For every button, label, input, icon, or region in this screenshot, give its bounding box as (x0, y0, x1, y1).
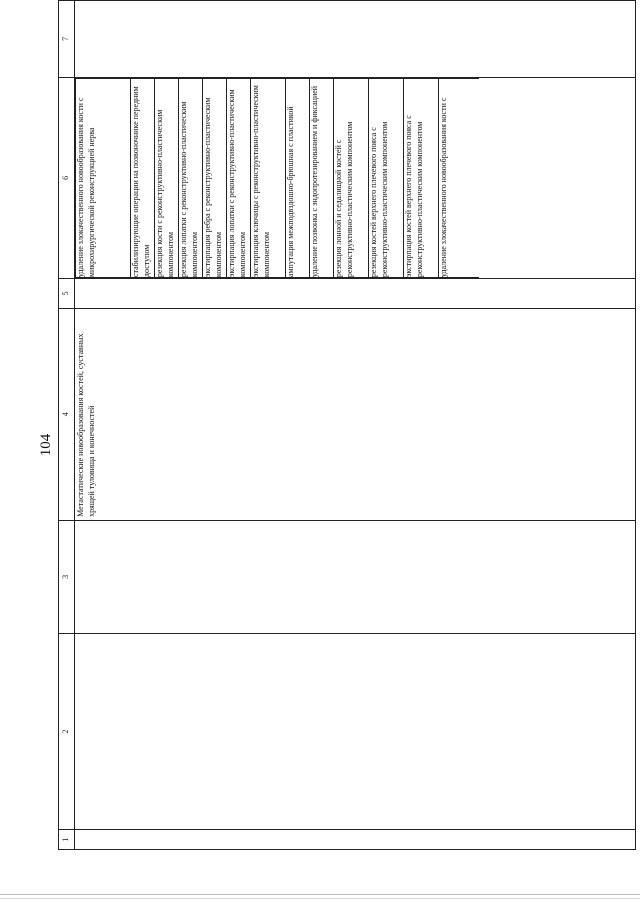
procedures-table (58, 0, 636, 850)
scan-artifact-line (0, 898, 640, 899)
list-item: экстирпация лопатки с реконструктивно-пластическим компонентом (227, 78, 251, 277)
list-item: удаление злокачественного новообразования кости с (439, 78, 480, 277)
list-item: резекция лопатки с реконструктивно-пластическим компонентом (179, 78, 203, 277)
cell-col1 (75, 830, 636, 850)
cell-col5 (75, 279, 636, 309)
column-number: 4 (59, 308, 75, 520)
column-number: 3 (59, 520, 75, 633)
list-item: резекция кости с реконструктивно-пластическим компонентом (155, 78, 179, 277)
cell-col4 (75, 308, 636, 520)
column-number: 7 (59, 1, 75, 78)
list-item: экстирпация ключицы с реконструктивно-пластическим компонентом (251, 78, 286, 277)
cell-col7 (75, 1, 636, 78)
diagnosis-text: Метастатические новообразования костей, суставных хрящей туловища и конечностей (76, 333, 96, 517)
list-item: удаление позвонка с эндопротезированием и фиксацией (310, 78, 334, 277)
cell-col2 (75, 633, 636, 829)
cell-col3 (75, 520, 636, 633)
column-number: 5 (59, 279, 75, 309)
column-number: 1 (59, 830, 75, 850)
list-item: резекция лонной и седалищной костей с реконструктивно-пластическим компонентом (334, 78, 369, 277)
column-number: 2 (59, 633, 75, 829)
list-item: экстирпация костей верхнего плечевого пояса с реконструктивно-пластическим компонентом (404, 78, 439, 277)
cell-col6 (75, 77, 636, 278)
list-item: резекция костей верхнего плечевого пояса с реконструктивно-пластическим компонентом (369, 78, 404, 277)
list-item: удаление злокачественного новообразования кости с микрохирургической реконструкцией нерва (76, 78, 131, 277)
page-number: 104 (38, 433, 54, 457)
list-item: ампутация межподвздошно-брюшная с пластикой (286, 78, 310, 277)
list-item: экстирпация ребра с реконструктивно-пластическим компонентом (203, 78, 227, 277)
column-number: 6 (59, 77, 75, 278)
list-item: стабилизирующие операции на позвоночнике передним доступом (131, 78, 155, 277)
scan-artifact-line (0, 894, 640, 895)
column-number-row (59, 1, 75, 850)
table-row (75, 1, 636, 850)
treatment-methods-list (75, 78, 479, 278)
